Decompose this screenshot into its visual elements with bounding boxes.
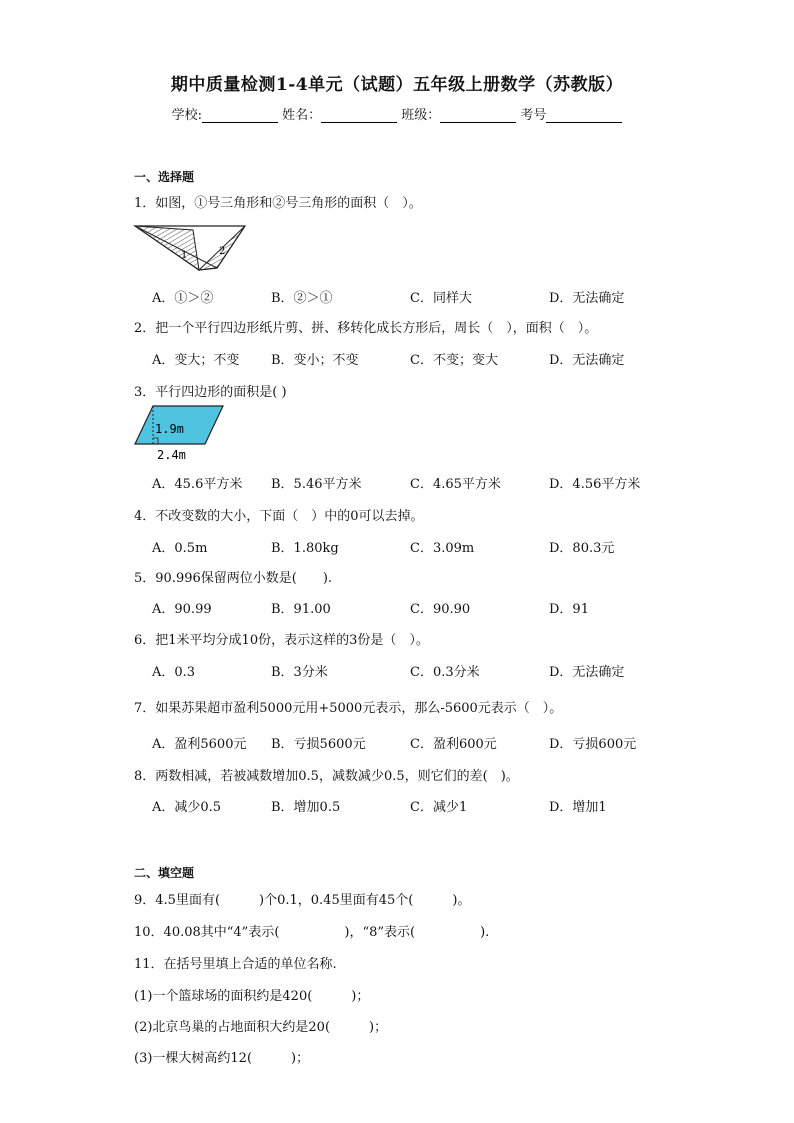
triangle-1: [135, 226, 199, 270]
q7-option-d[interactable]: D．亏损600元: [549, 737, 637, 752]
q2-option-d[interactable]: D．无法确定: [549, 353, 625, 368]
q3-option-d[interactable]: D．4.56平方米: [549, 477, 641, 492]
section-choice-heading: 一、选择题: [134, 170, 195, 184]
school-blank[interactable]: [202, 108, 278, 123]
q8-option-c[interactable]: C．减少1: [410, 800, 468, 815]
question-9: 9．4.5里面有( )个0.1，0.45里面有45个( )。: [134, 893, 471, 908]
question-3: 3．平行四边形的面积是( ): [134, 385, 287, 400]
q2-option-b[interactable]: B．变小；不变: [271, 353, 359, 368]
q6-option-d[interactable]: D．无法确定: [549, 665, 625, 680]
q1-option-c[interactable]: C．同样大: [410, 291, 472, 306]
q8-option-d[interactable]: D．增加1: [549, 800, 607, 815]
q6-option-b[interactable]: B．3分米: [271, 665, 328, 680]
q8-option-a[interactable]: A．减少0.5: [152, 800, 222, 815]
q6-option-c[interactable]: C．0.3分米: [410, 665, 480, 680]
q2-option-c[interactable]: C．不变；变大: [410, 353, 498, 368]
triangle-1-label: 1: [181, 250, 188, 261]
q8-option-b[interactable]: B．增加0.5: [271, 800, 341, 815]
question-11-part-2: (2)北京鸟巢的占地面积大约是20( )；: [134, 1020, 388, 1035]
class-blank[interactable]: [440, 108, 516, 123]
question-4: 4．不改变数的大小，下面（ ）中的0可以去掉。: [134, 509, 424, 524]
question-10: 10．40.08其中“4”表示( )，“8”表示( ).: [134, 925, 490, 940]
question-11-part-1: (1)一个篮球场的面积约是420( )；: [134, 989, 370, 1004]
q6-option-a[interactable]: A．0.3: [152, 665, 196, 680]
q3-option-a[interactable]: A．45.6平方米: [152, 477, 243, 492]
base-label: 2.4m: [157, 448, 186, 462]
q7-option-b[interactable]: B．亏损5600元: [271, 737, 366, 752]
parallelogram-figure: [133, 404, 228, 462]
q1-option-a[interactable]: A．①＞②: [152, 291, 214, 306]
q4-option-d[interactable]: D．80.3元: [549, 541, 615, 556]
section-fill-heading: 二、填空题: [134, 866, 195, 880]
question-11: 11．在括号里填上合适的单位名称.: [134, 957, 337, 972]
class-label: 班级：: [401, 108, 441, 123]
triangles-figure: [133, 222, 248, 272]
q7-option-a[interactable]: A．盈利5600元: [152, 737, 247, 752]
name-label: 姓名：: [282, 108, 322, 123]
school-label: 学校:: [171, 108, 202, 123]
question-1: 1．如图，①号三角形和②号三角形的面积（ ）。: [134, 196, 422, 211]
question-8: 8．两数相减，若被减数增加0.5，减数减少0.5，则它们的差( )。: [134, 769, 519, 784]
q5-option-b[interactable]: B．91.00: [271, 602, 331, 617]
question-7: 7．如果苏果超市盈利5000元用+5000元表示，那么-5600元表示（ ）。: [134, 701, 563, 716]
question-2: 2．把一个平行四边形纸片剪、拼、移转化成长方形后，周长（ ），面积（ ）。: [134, 321, 598, 336]
q1-option-d[interactable]: D．无法确定: [549, 291, 625, 306]
name-blank[interactable]: [321, 108, 397, 123]
q2-option-a[interactable]: A．变大；不变: [152, 353, 240, 368]
exam-no-label: 考号: [520, 108, 547, 123]
q4-option-b[interactable]: B．1.80kg: [271, 541, 339, 556]
triangle-2-label: 2: [219, 246, 226, 257]
height-label: 1.9m: [155, 422, 184, 436]
q5-option-a[interactable]: A．90.99: [152, 602, 212, 617]
q4-option-c[interactable]: C．3.09m: [410, 541, 475, 556]
question-11-part-3: (3)一棵大树高约12( )；: [134, 1051, 310, 1066]
exam-no-blank[interactable]: [546, 108, 622, 123]
question-6: 6．把1米平均分成10份，表示这样的3份是（ ）。: [134, 633, 429, 648]
student-info-line: [0, 104, 794, 123]
q5-option-c[interactable]: C．90.90: [410, 602, 471, 617]
question-5: 5．90.996保留两位小数是( ).: [134, 571, 333, 586]
q3-option-c[interactable]: C．4.65平方米: [410, 477, 501, 492]
q4-option-a[interactable]: A．0.5m: [152, 541, 208, 556]
q3-option-b[interactable]: B．5.46平方米: [271, 477, 362, 492]
q5-option-d[interactable]: D．91: [549, 602, 589, 617]
page-title: 期中质量检测1-4单元（试题）五年级上册数学（苏教版）: [170, 75, 624, 95]
q7-option-c[interactable]: C．盈利600元: [410, 737, 497, 752]
q1-option-b[interactable]: B．②＞①: [271, 291, 333, 306]
